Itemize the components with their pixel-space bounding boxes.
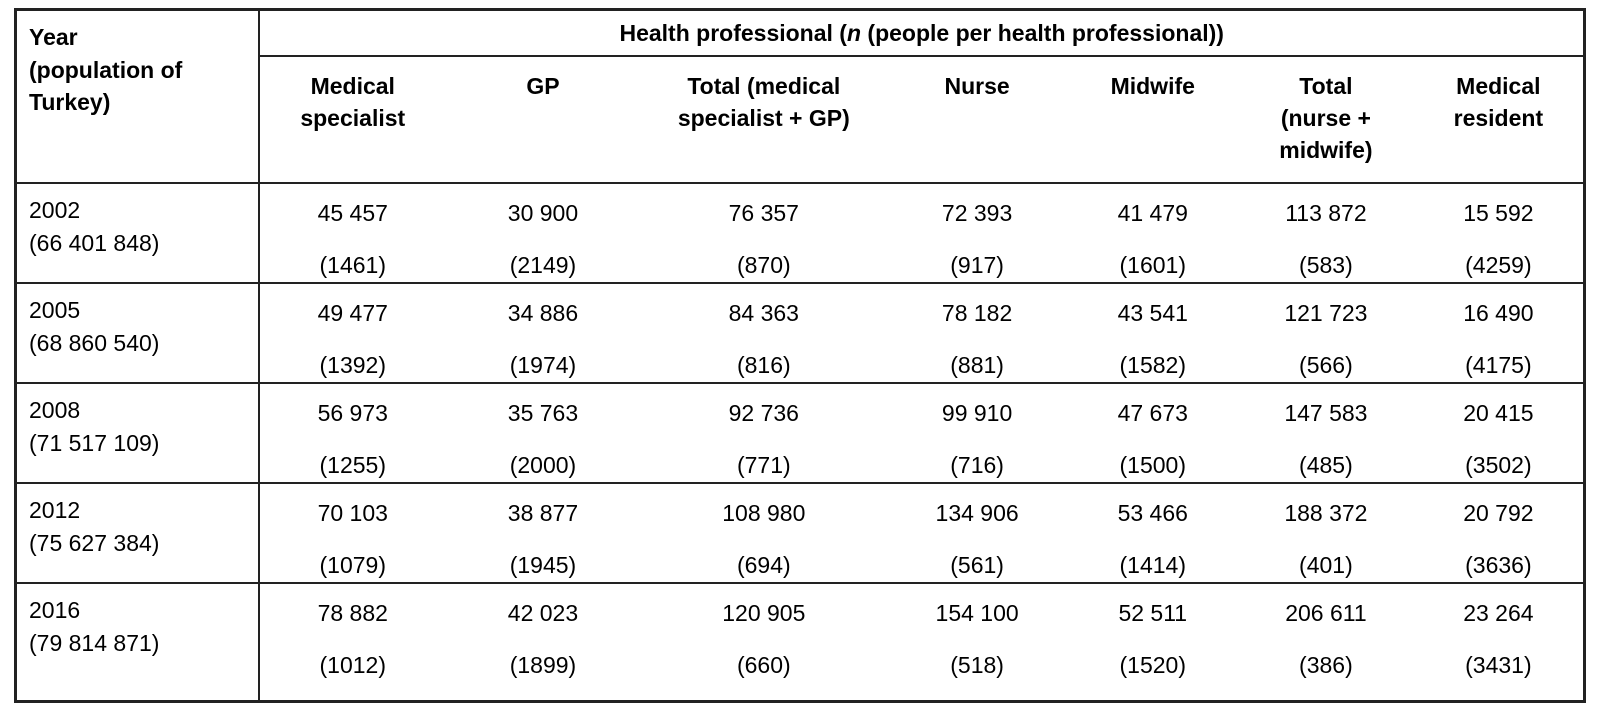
population-value: (79 814 871) [29,629,160,656]
col-header-line: Total [1299,73,1353,99]
n-value: 206 611 [1285,600,1367,626]
year-cell [16,383,260,483]
ratio-value: (3431) [1465,652,1532,678]
n-value: 134 906 [935,500,1019,526]
ratio-value: (4175) [1465,352,1532,378]
year-header-line: Turkey) [29,89,111,116]
n-value: 113 872 [1285,200,1367,226]
cell-medical-resident [1414,283,1585,383]
cell-total-nurse-midwife [1238,383,1414,483]
n-value: 20 415 [1463,400,1534,426]
group-header-text: Health professional ( [619,19,847,46]
col-header-line: Medical [310,73,395,99]
n-value: 92 736 [728,400,799,426]
cell-nurse [887,183,1068,283]
n-value: 72 393 [941,200,1013,226]
year-cell [16,583,260,701]
n-value: 99 910 [941,400,1013,426]
col-header-line: (nurse + [1280,105,1371,132]
year-cell [16,283,260,383]
col-header-total-nurse-midwife [1238,56,1414,183]
ratio-value: (583) [1299,252,1353,278]
cell-nurse [887,483,1068,583]
cell-midwife [1067,583,1238,701]
ratio-value: (1392) [319,352,386,378]
ratio-value: (870) [736,252,791,278]
ratio-value: (1079) [319,552,386,578]
ratio-value: (660) [736,652,791,678]
cell-total-nurse-midwife [1238,183,1414,283]
group-header-health-professional [259,10,1584,57]
cell-medical-specialist [259,483,445,583]
n-value: 20 792 [1463,500,1534,526]
cell-midwife [1067,383,1238,483]
cell-medical-specialist [259,583,445,701]
health-professionals-table [14,8,1586,703]
table-row-2016 [16,583,1585,701]
ratio-value: (386) [1299,652,1353,678]
col-header-gp [445,56,641,183]
n-value: 23 264 [1463,600,1534,626]
ratio-value: (4259) [1465,252,1532,278]
ratio-value: (518) [950,652,1004,678]
cell-total-nurse-midwife [1238,483,1414,583]
col-header-line: Nurse [944,73,1010,99]
cell-medical-resident [1414,183,1585,283]
n-value: 45 457 [317,200,388,226]
ratio-value: (2149) [509,252,577,278]
ratio-value: (1012) [319,652,386,678]
ratio-value: (3502) [1465,452,1532,478]
col-header-line: specialist + GP) [677,105,850,132]
cell-total-physicians [641,583,887,701]
n-value: 78 182 [941,300,1013,326]
cell-total-nurse-midwife [1238,283,1414,383]
cell-gp [445,483,641,583]
year-cell [16,183,260,283]
group-header-italic-n: n [846,19,862,46]
ratio-value: (1255) [319,452,386,478]
cell-total-nurse-midwife [1238,583,1414,701]
ratio-value: (561) [950,552,1004,578]
population-value: (71 517 109) [29,429,160,456]
year-header-line: (population of [29,56,183,83]
ratio-value: (1461) [319,252,386,278]
cell-nurse [887,283,1068,383]
cell-total-physicians [641,283,887,383]
col-header-medical-resident [1414,56,1585,183]
n-value: 188 372 [1284,500,1368,526]
n-value: 41 479 [1117,200,1188,226]
cell-medical-specialist [259,383,445,483]
cell-gp [445,583,641,701]
col-header-line: specialist [300,105,406,132]
table-row-2005 [16,283,1585,383]
ratio-value: (401) [1299,552,1353,578]
col-header-line: Midwife [1110,73,1195,99]
year-cell [16,483,260,583]
cell-medical-resident [1414,483,1585,583]
ratio-value: (485) [1299,452,1353,478]
cell-total-physicians [641,183,887,283]
cell-medical-resident [1414,383,1585,483]
n-value: 121 723 [1284,300,1368,326]
table-row-2012 [16,483,1585,583]
ratio-value: (716) [950,452,1004,478]
year-value: 2008 [29,397,81,423]
cell-midwife [1067,483,1238,583]
cell-midwife [1067,183,1238,283]
cell-nurse [887,383,1068,483]
ratio-value: (1945) [509,552,577,578]
ratio-value: (1899) [509,652,577,678]
ratio-value: (917) [950,252,1004,278]
cell-medical-specialist [259,283,445,383]
n-value: 49 477 [317,300,388,326]
col-header-midwife [1067,56,1238,183]
ratio-value: (2000) [509,452,577,478]
cell-gp [445,183,641,283]
n-value: 52 511 [1118,600,1188,626]
n-value: 43 541 [1117,300,1188,326]
n-value: 76 357 [728,200,799,226]
year-value: 2016 [29,597,81,623]
ratio-value: (1414) [1119,552,1186,578]
ratio-value: (566) [1299,352,1353,378]
population-value: (66 401 848) [29,229,160,256]
cell-total-physicians [641,483,887,583]
population-value: (75 627 384) [29,529,160,556]
n-value: 147 583 [1284,400,1368,426]
cell-gp [445,383,641,483]
n-value: 120 905 [722,600,806,626]
ratio-value: (1601) [1119,252,1186,278]
cell-total-physicians [641,383,887,483]
n-value: 34 886 [507,300,579,326]
ratio-value: (1974) [509,352,577,378]
n-value: 35 763 [507,400,579,426]
ratio-value: (3636) [1465,552,1532,578]
cell-medical-resident [1414,583,1585,701]
ratio-value: (816) [736,352,791,378]
col-header-line: resident [1453,105,1544,132]
n-value: 78 882 [317,600,388,626]
table-row-2008 [16,383,1585,483]
n-value: 70 103 [317,500,388,526]
n-value: 108 980 [722,500,806,526]
n-value: 16 490 [1463,300,1534,326]
n-value: 56 973 [317,400,388,426]
col-header-medical-specialist [259,56,445,183]
col-header-year [16,10,260,184]
ratio-value: (694) [736,552,791,578]
n-value: 15 592 [1463,200,1534,226]
col-header-nurse [887,56,1068,183]
col-header-line: Medical [1456,73,1541,99]
n-value: 42 023 [507,600,579,626]
col-header-line: Total (medical [687,73,841,99]
col-header-total-medical-specialist-gp [641,56,887,183]
year-value: 2012 [29,497,81,523]
n-value: 38 877 [507,500,579,526]
ratio-value: (1520) [1119,652,1186,678]
cell-midwife [1067,283,1238,383]
ratio-value: (1582) [1119,352,1186,378]
group-header-text: (people per health professional)) [861,19,1224,46]
n-value: 30 900 [507,200,579,226]
cell-gp [445,283,641,383]
table-row-2002 [16,183,1585,283]
n-value: 84 363 [728,300,799,326]
year-value: 2005 [29,297,81,323]
ratio-value: (1500) [1119,452,1186,478]
n-value: 47 673 [1117,400,1188,426]
ratio-value: (771) [736,452,791,478]
col-header-line: GP [526,73,560,99]
group-header-row [16,10,1585,57]
cell-medical-specialist [259,183,445,283]
n-value: 53 466 [1117,500,1188,526]
cell-nurse [887,583,1068,701]
col-header-line: midwife) [1279,137,1373,164]
population-value: (68 860 540) [29,329,160,356]
year-value: 2002 [29,197,81,223]
n-value: 154 100 [935,600,1019,626]
ratio-value: (881) [950,352,1004,378]
year-header-line: Year [29,24,78,50]
